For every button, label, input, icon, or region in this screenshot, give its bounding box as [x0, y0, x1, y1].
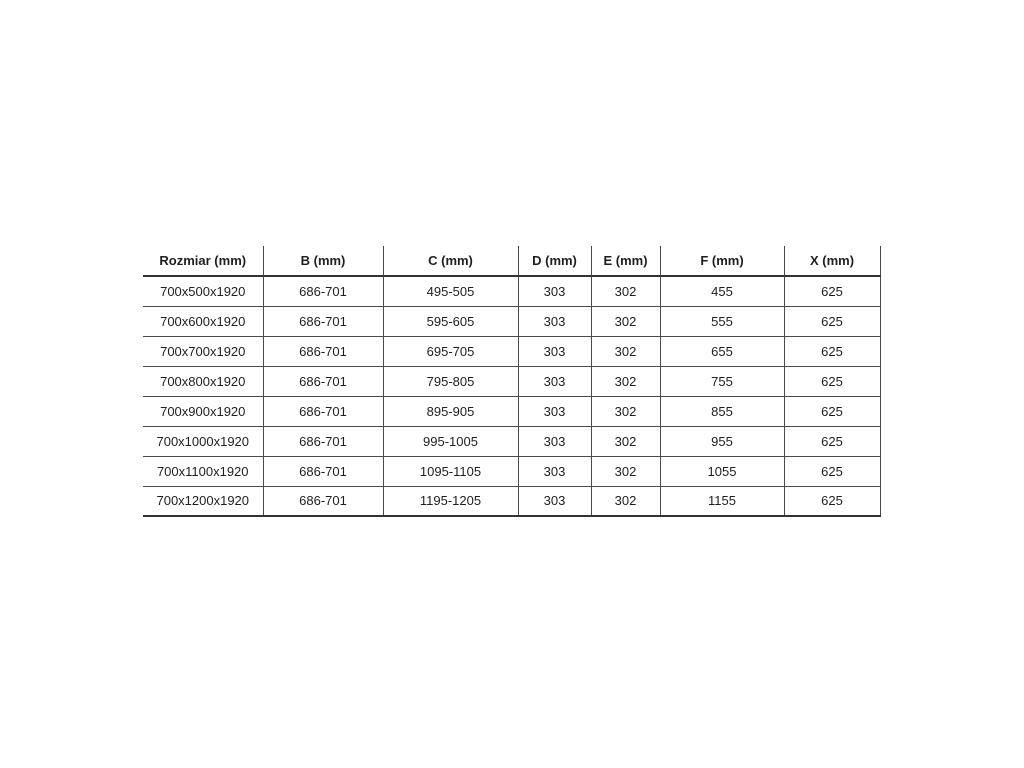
table-cell: 700x500x1920	[143, 276, 263, 306]
table-row	[143, 336, 880, 366]
table-body	[143, 276, 880, 516]
table-cell: 695-705	[383, 336, 518, 366]
column-header-x: X (mm)	[784, 246, 880, 276]
table-cell: 625	[784, 276, 880, 306]
table-cell: 700x1000x1920	[143, 426, 263, 456]
column-header-f: F (mm)	[660, 246, 784, 276]
table-cell: 455	[660, 276, 784, 306]
table-cell: 303	[518, 276, 591, 306]
table-cell: 625	[784, 306, 880, 336]
table-cell: 625	[784, 336, 880, 366]
table-cell: 855	[660, 396, 784, 426]
table-cell: 495-505	[383, 276, 518, 306]
table-cell: 1055	[660, 456, 784, 486]
table-cell: 303	[518, 396, 591, 426]
table-cell: 686-701	[263, 426, 383, 456]
table-cell: 595-605	[383, 306, 518, 336]
dimensions-table	[143, 246, 881, 517]
table-cell: 302	[591, 366, 660, 396]
table-cell: 625	[784, 486, 880, 516]
table-row	[143, 426, 880, 456]
table-cell: 302	[591, 486, 660, 516]
table-cell: 700x1200x1920	[143, 486, 263, 516]
table-row	[143, 456, 880, 486]
table-cell: 303	[518, 306, 591, 336]
table-row	[143, 306, 880, 336]
table-header-row	[143, 246, 880, 276]
table-cell: 655	[660, 336, 784, 366]
table-row	[143, 486, 880, 516]
table-cell: 895-905	[383, 396, 518, 426]
table-cell: 686-701	[263, 456, 383, 486]
table-cell: 303	[518, 456, 591, 486]
table-cell: 686-701	[263, 276, 383, 306]
table-cell: 625	[784, 426, 880, 456]
table-header	[143, 246, 880, 276]
table-cell: 303	[518, 336, 591, 366]
table-cell: 700x800x1920	[143, 366, 263, 396]
table-row	[143, 396, 880, 426]
table-cell: 686-701	[263, 336, 383, 366]
column-header-rozmiar: Rozmiar (mm)	[143, 246, 263, 276]
table-cell: 795-805	[383, 366, 518, 396]
table-cell: 955	[660, 426, 784, 456]
table-cell: 700x600x1920	[143, 306, 263, 336]
table-cell: 303	[518, 426, 591, 456]
table-cell: 302	[591, 336, 660, 366]
table-cell: 625	[784, 396, 880, 426]
table-cell: 1155	[660, 486, 784, 516]
column-header-d: D (mm)	[518, 246, 591, 276]
table-cell: 302	[591, 426, 660, 456]
table-cell: 700x700x1920	[143, 336, 263, 366]
table-cell: 302	[591, 306, 660, 336]
column-header-e: E (mm)	[591, 246, 660, 276]
column-header-c: C (mm)	[383, 246, 518, 276]
column-header-b: B (mm)	[263, 246, 383, 276]
table-cell: 302	[591, 276, 660, 306]
table-cell: 686-701	[263, 306, 383, 336]
table-cell: 995-1005	[383, 426, 518, 456]
table-cell: 1195-1205	[383, 486, 518, 516]
table-cell: 686-701	[263, 396, 383, 426]
table-cell: 625	[784, 456, 880, 486]
table-row	[143, 276, 880, 306]
table-cell: 686-701	[263, 486, 383, 516]
table-cell: 686-701	[263, 366, 383, 396]
table-cell: 555	[660, 306, 784, 336]
table-cell: 700x900x1920	[143, 396, 263, 426]
table-row	[143, 366, 880, 396]
table-cell: 625	[784, 366, 880, 396]
table-cell: 1095-1105	[383, 456, 518, 486]
table-cell: 302	[591, 456, 660, 486]
table-cell: 303	[518, 366, 591, 396]
table-cell: 302	[591, 396, 660, 426]
table-cell: 303	[518, 486, 591, 516]
table-cell: 700x1100x1920	[143, 456, 263, 486]
table-cell: 755	[660, 366, 784, 396]
